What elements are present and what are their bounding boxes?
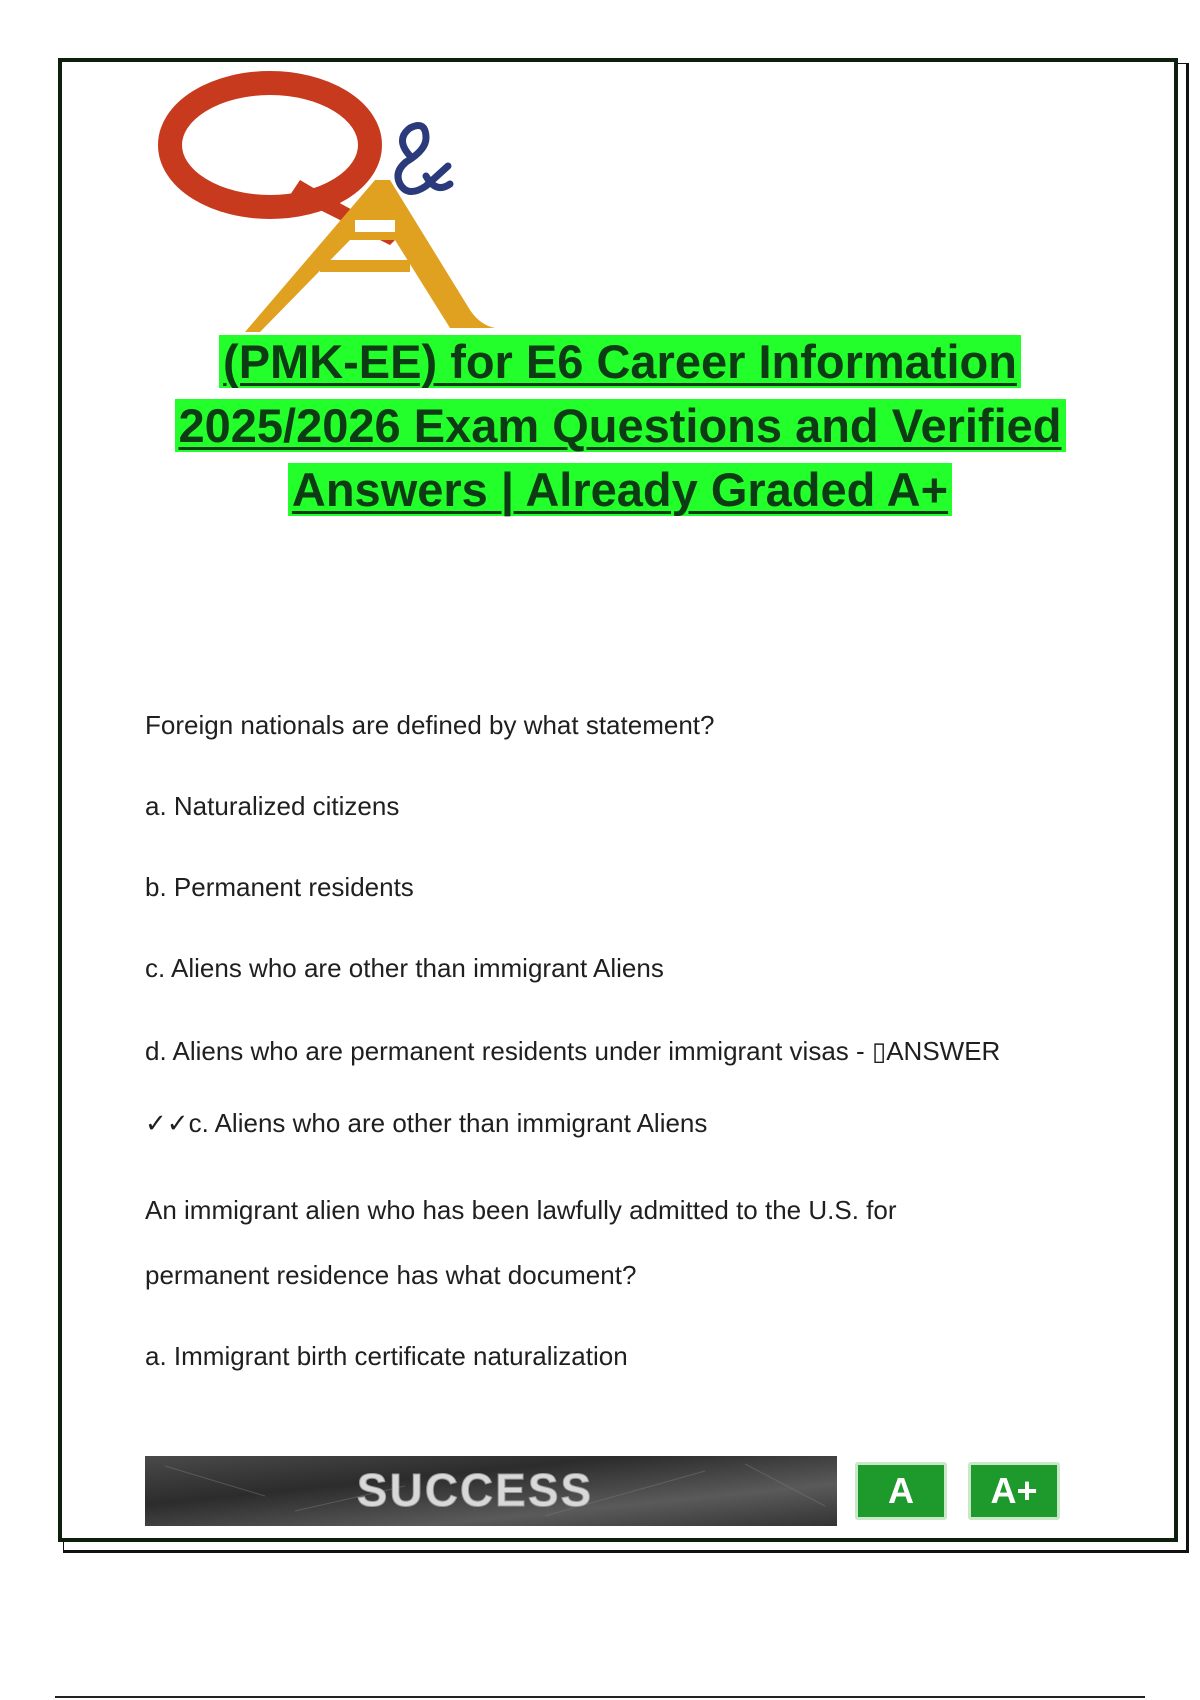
document-title: [100, 330, 1140, 522]
question-2-line-1: An immigrant alien who has been lawfully admitted to the U.S. for: [145, 1195, 897, 1225]
question-2-line-2: permanent residence has what document?: [145, 1260, 637, 1290]
option-1c: c. Aliens who are other than immigrant Aliens: [145, 953, 664, 983]
qa-logo: [150, 70, 510, 335]
title-line-2: 2025/2026 Exam Questions and Verified: [175, 399, 1066, 452]
title-line-3: Answers | Already Graded A+: [288, 463, 952, 516]
success-banner: [145, 1456, 837, 1526]
success-banner-text: SUCCESS: [356, 1464, 594, 1516]
title-line-1: (PMK-EE) for E6 Career Information: [219, 335, 1021, 388]
option-1b: b. Permanent residents: [145, 872, 414, 902]
grade-badge-a: A: [855, 1462, 947, 1520]
question-1: Foreign nationals are defined by what statement?: [145, 710, 715, 740]
option-2a: a. Immigrant birth certificate naturalization: [145, 1341, 628, 1371]
option-1a: a. Naturalized citizens: [145, 791, 400, 821]
grade-badge-a-plus: A+: [968, 1462, 1060, 1520]
bottom-rule: [55, 1696, 1145, 1698]
ampersand-logo: [398, 126, 450, 192]
answer-1: ✓✓c. Aliens who are other than immigrant Aliens: [145, 1108, 708, 1138]
option-1d: d. Aliens who are permanent residents under immigrant visas - ▯ANSWER: [145, 1036, 1001, 1066]
